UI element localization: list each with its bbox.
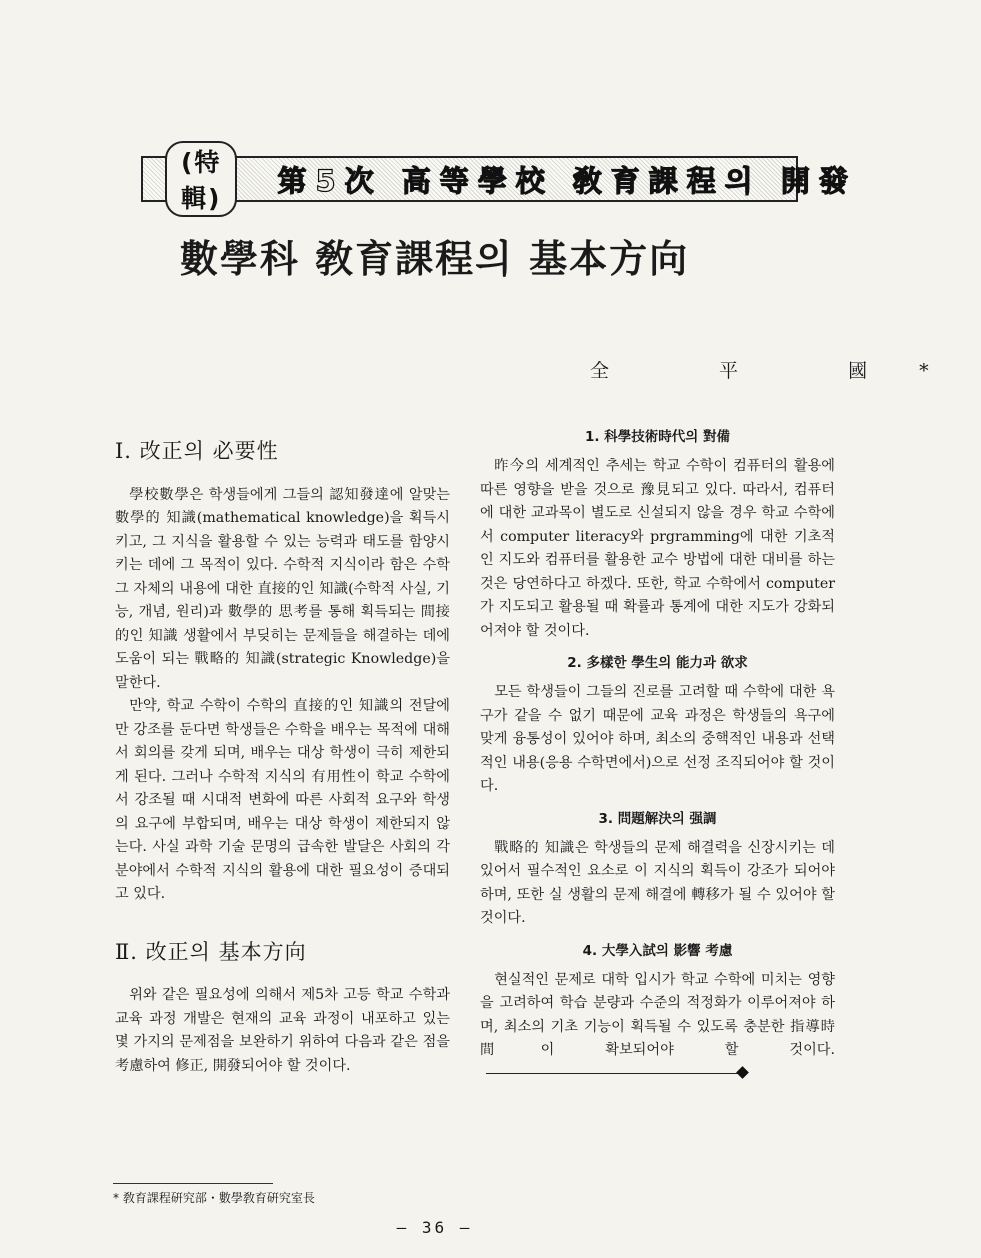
subsection-4-heading: 4. 大學入試의 影響 考慮 bbox=[582, 942, 733, 959]
subsection-2-heading: 2. 多樣한 學生의 能力과 欲求 bbox=[567, 655, 748, 671]
author-name: 全 平 國* bbox=[590, 360, 981, 382]
left-column bbox=[115, 440, 450, 1078]
section-1-paragraph-1: 學校數學은 학생들에게 그들의 認知發達에 알맞는 數學的 知識(mathematical knowledge)을 획득시키고, 그 지식을 활용할 수 있는 능력과 태도를 함양시키는 데에 그 목적이 있다. 수학적 지식이라 함은 수학 그 자체의 내용에 대한 直接的인 知識(수학적 사실, 기능, 개념, 원리)과 數學的 思考를 통해 획득되는 間接的인 知識 생활에서 부딪히는 문제들을 해결하는 데에 도움이 되는 戰略的 知識(strategic Knowledge)을 말한다. bbox=[115, 486, 450, 691]
banner-tag: (特輯) bbox=[165, 141, 237, 217]
subsection-2-text: 모든 학생들이 그들의 진로를 고려할 때 수학에 대한 욕구가 같을 수 없기 때문에 교육 과정은 학생들의 욕구에 맞게 융통성이 있어야 하며, 최소의 중핵적인 내용과 선택적인 내용(응용 수학면에서)으로 선정 조직되어야 할 것이다. bbox=[480, 684, 835, 794]
subsection-4-paragraph bbox=[480, 969, 835, 1087]
section-2-heading: Ⅱ. 改正의 基本方向 bbox=[115, 939, 307, 964]
subsection-3-heading: 3. 問題解決의 强調 bbox=[598, 810, 717, 827]
article-title: 數學科 敎育課程의 基本方向 bbox=[179, 236, 690, 281]
subsection-3-text: 戰略的 知識은 학생들의 문제 해결력을 신장시키는 데 있어서 필수적인 요소로 이 지식의 획득이 강조가 되어야 하며, 또한 실 생활의 문제 해결에 轉移가 될 수 있어야 할 것이다. bbox=[480, 839, 835, 926]
end-mark-icon bbox=[486, 1073, 741, 1074]
right-column bbox=[480, 425, 835, 1086]
section-1-paragraph-2: 만약, 학교 수학이 수학의 直接的인 知識의 전달에만 강조를 둔다면 학생들은 수학을 배우는 목적에 대해서 회의를 갖게 되며, 배우는 대상 학생이 극히 제한되게 된다. 그러나 수학적 지식의 有用性이 학교 수학에서 강조될 때 시대적 변화에 따른 사회적 요구와 학생의 요구에 부합되며, 배우는 대상 학생이 제한되지 않는다. 사실 과학 기술 문명의 급속한 발달은 사회의 각 분야에서 수학적 지식의 활용에 대한 필요성이 증대되고 있다. bbox=[115, 698, 450, 902]
footnote: * 敎育課程硏究部・數學敎育硏究室長 bbox=[113, 1191, 315, 1205]
section-1-heading: Ⅰ. 改正의 必要性 bbox=[115, 439, 279, 463]
page-number: — 36 — bbox=[396, 1218, 473, 1237]
banner-title: 第5次 高等學校 敎育課程의 開發 bbox=[277, 163, 857, 198]
subsection-4-text: 현실적인 문제로 대학 입시가 학교 수학에 미치는 영향을 고려하여 학습 분량과 수준의 적정화가 이루어져야 하며, 최소의 기초 기능이 획득될 수 있도록 충분한 指導時間이 확보되어야 할 것이다. bbox=[480, 971, 835, 1058]
footnote-rule bbox=[113, 1183, 273, 1184]
section-2-paragraph-1: 위와 같은 필요성에 의해서 제5차 고등 학교 수학과 교육 과정 개발은 현재의 교육 과정이 내포하고 있는 몇 가지의 문제점을 보완하기 위하여 다음과 같은 점을 考慮하여 修正, 開發되어야 할 것이다. bbox=[115, 987, 450, 1074]
feature-banner bbox=[141, 148, 857, 213]
subsection-1-text: 昨今의 세계적인 추세는 학교 수학이 컴퓨터의 활용에 따른 영향을 받을 것으로 豫見되고 있다. 따라서, 컴퓨터에 대한 교과목이 별도로 신설되지 않을 경우 학교 수학에서 computer literacy와 prgramming에 대한 기초적인 지도와 컴퓨터를 활용한 교수 방법에 대한 대비를 하는 것은 당연하다고 하겠다. 또한, 학교 수학에서 computer가 지도되고 활용될 때 확률과 통계에 대한 지도가 강화되어져야 할 것이다. bbox=[480, 458, 835, 639]
subsection-1-heading: 1. 科學技術時代의 對備 bbox=[585, 429, 730, 445]
